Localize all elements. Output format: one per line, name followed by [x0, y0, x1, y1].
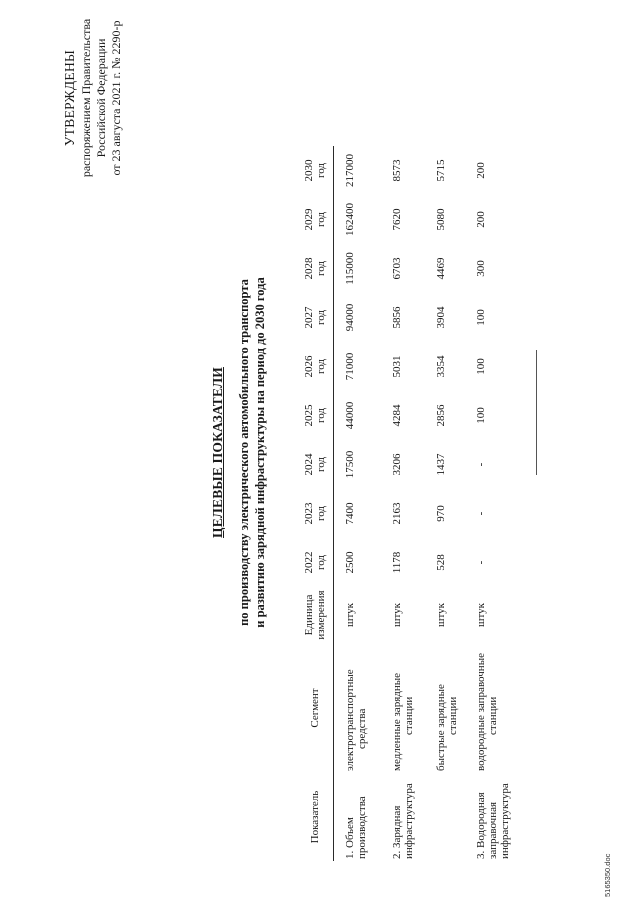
year-suffix: год	[315, 358, 327, 375]
value-cell: 5031	[391, 355, 403, 378]
indicator-text: заправочная	[487, 801, 499, 859]
segment-text: станции	[403, 696, 415, 735]
indicator-text: 3. Водородная	[475, 792, 487, 859]
value-cell: 2163	[391, 502, 403, 525]
document-id: 5165350.doc	[603, 853, 612, 897]
value-cell: 7400	[344, 502, 356, 525]
approval-stamp	[62, 13, 124, 183]
header-year	[297, 391, 334, 440]
year-suffix: год	[315, 162, 327, 179]
value-cell: 100	[475, 309, 487, 326]
value-cell: 5856	[391, 306, 403, 329]
indicator-cell	[334, 773, 382, 861]
value-cell: 162400	[344, 203, 356, 236]
table-row	[465, 146, 511, 861]
indicator-text: 1. Объем	[344, 817, 356, 859]
value-cell: 7620	[391, 208, 403, 231]
value-cell: 3354	[435, 355, 447, 378]
subtitle-line: по производству электрического автомобильного транспорта	[237, 279, 251, 626]
year-suffix: год	[315, 260, 327, 277]
value-cell: 2500	[344, 551, 356, 574]
segment-cell	[465, 643, 511, 773]
approval-heading: УТВЕРЖДЕНЫ	[62, 49, 77, 147]
unit-cell: штук	[475, 603, 487, 627]
value-cell: 1437	[435, 453, 447, 476]
year-suffix: год	[315, 211, 327, 228]
table-row	[334, 146, 382, 861]
header-year	[297, 293, 334, 342]
segment-text: станции	[487, 696, 499, 735]
table-header-row	[297, 146, 334, 861]
document-title: ЦЕЛЕВЫЕ ПОКАЗАТЕЛИ	[210, 367, 225, 538]
unit-cell: штук	[435, 603, 447, 627]
value-cell: -	[475, 462, 487, 467]
header-year	[297, 489, 334, 538]
year-label: 2023	[303, 502, 315, 525]
year-label: 2024	[303, 453, 315, 476]
segment-text: водородные заправочные	[475, 653, 487, 771]
segment-text: станции	[447, 696, 459, 735]
value-cell: 17500	[344, 450, 356, 479]
value-cell: 2856	[435, 404, 447, 427]
approval-line: от 23 августа 2021 г. № 2290-р	[109, 20, 123, 176]
header-indicator: Показатель	[297, 773, 334, 861]
value-cell: 970	[435, 505, 447, 522]
year-label: 2025	[303, 404, 315, 427]
value-cell: 6703	[391, 257, 403, 280]
value-cell: 4284	[391, 404, 403, 427]
indicator-text: производства	[356, 796, 368, 859]
year-suffix: год	[315, 505, 327, 522]
indicator-cell	[425, 773, 465, 861]
year-label: 2026	[303, 355, 315, 378]
indicator-text: инфраструктура	[499, 783, 511, 859]
year-label: 2022	[303, 551, 315, 574]
value-cell: 4469	[435, 257, 447, 280]
value-cell: 100	[475, 407, 487, 424]
header-year	[297, 244, 334, 293]
header-unit-line: измерения	[315, 590, 327, 640]
value-cell: 115000	[344, 252, 356, 285]
value-cell: 528	[435, 554, 447, 571]
header-year	[297, 146, 334, 195]
value-cell: 5715	[435, 159, 447, 182]
value-cell: 8573	[391, 159, 403, 182]
value-cell: 217000	[344, 154, 356, 187]
header-year	[297, 195, 334, 244]
segment-text: быстрые зарядные	[435, 684, 447, 771]
header-year	[297, 440, 334, 489]
value-cell: 94000	[344, 303, 356, 332]
year-label: 2027	[303, 306, 315, 329]
indicator-text: инфраструктура	[403, 783, 415, 859]
value-cell: -	[475, 511, 487, 516]
table-row	[381, 146, 425, 861]
value-cell: 1178	[391, 551, 403, 574]
separator-line	[536, 350, 537, 475]
value-cell: 71000	[344, 352, 356, 381]
value-cell: 200	[475, 162, 487, 179]
unit-cell: штук	[344, 603, 356, 627]
subtitle-line: и развитию зарядной инфраструктуры на период до 2030 года	[253, 277, 267, 628]
targets-table	[297, 146, 511, 861]
table-row	[425, 146, 465, 861]
segment-cell	[334, 643, 382, 773]
indicator-cell	[381, 773, 425, 861]
value-cell: 3904	[435, 306, 447, 329]
header-year	[297, 538, 334, 587]
value-cell: 300	[475, 260, 487, 277]
header-unit-line: Единица	[303, 594, 315, 636]
segment-text: средства	[356, 708, 368, 749]
unit-cell: штук	[391, 603, 403, 627]
approval-line: распоряжением Правительства	[79, 18, 93, 178]
year-suffix: год	[315, 554, 327, 571]
value-cell: 100	[475, 358, 487, 375]
value-cell: 3206	[391, 453, 403, 476]
document-subtitle	[236, 0, 268, 905]
segment-cell	[425, 643, 465, 773]
segment-cell	[381, 643, 425, 773]
segment-text: медленные зарядные	[391, 672, 403, 771]
header-segment: Сегмент	[297, 643, 334, 773]
value-cell: 200	[475, 211, 487, 228]
value-cell: 5080	[435, 208, 447, 231]
indicator-cell	[465, 773, 511, 861]
header-year	[297, 342, 334, 391]
indicator-text: 2. Зарядная	[391, 805, 403, 859]
value-cell: 44000	[344, 401, 356, 430]
value-cell: -	[475, 560, 487, 565]
year-label: 2029	[303, 208, 315, 231]
year-suffix: год	[315, 456, 327, 473]
year-label: 2028	[303, 257, 315, 280]
header-unit	[297, 587, 334, 643]
year-suffix: год	[315, 407, 327, 424]
segment-text: электротранспортные	[344, 669, 356, 771]
year-label: 2030	[303, 159, 315, 182]
approval-line: Российской Федерации	[94, 38, 108, 158]
year-suffix: год	[315, 309, 327, 326]
